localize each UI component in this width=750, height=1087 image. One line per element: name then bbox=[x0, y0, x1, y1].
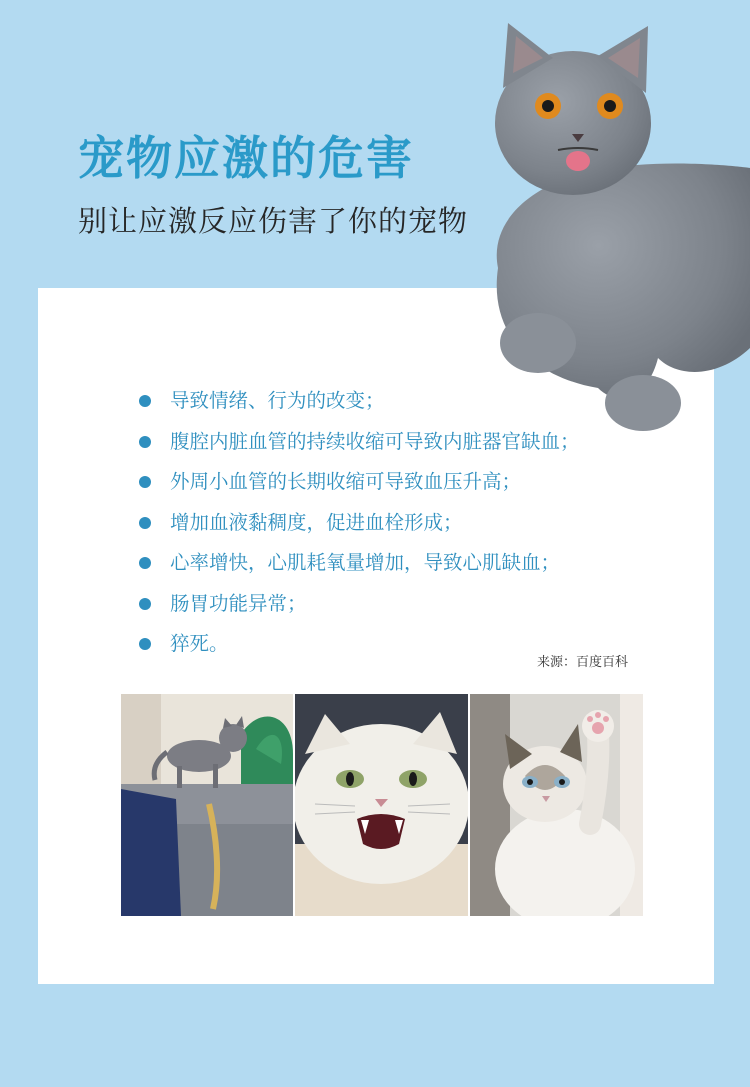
bullet-dot bbox=[139, 598, 151, 610]
list-item bbox=[138, 386, 580, 427]
bullet-dot bbox=[139, 476, 151, 488]
list-item-text: 肠胃功能异常； bbox=[170, 591, 307, 615]
list-item bbox=[138, 548, 580, 589]
bullet-dot bbox=[139, 517, 151, 529]
list-item bbox=[138, 427, 580, 468]
page-title: 宠物应激的危害 bbox=[78, 131, 414, 185]
bullet-dot bbox=[139, 395, 151, 407]
list-item bbox=[138, 629, 580, 670]
bullet-dot bbox=[139, 436, 151, 448]
list-item-text: 外周小血管的长期收缩可导致血压升高； bbox=[170, 470, 522, 493]
list-item bbox=[138, 508, 580, 549]
raised-paw-cat-photo bbox=[470, 694, 643, 916]
list-item-text: 增加血液黏稠度，促进血栓形成； bbox=[170, 510, 463, 534]
page-subtitle: 别让应激反应伤害了你的宠物 bbox=[78, 204, 469, 238]
source-label: 来源：百度百科 bbox=[537, 655, 629, 670]
list-item bbox=[138, 589, 580, 630]
list-item-text: 心率增快，心肌耗氧量增加，导致心肌缺血； bbox=[170, 551, 561, 574]
harms-list bbox=[138, 386, 580, 670]
hissing-white-cat-photo bbox=[295, 694, 468, 916]
bullet-dot bbox=[139, 557, 151, 569]
list-item-text: 腹腔内脏血管的持续收缩可导致内脏器官缺血； bbox=[170, 429, 580, 453]
list-item-text: 猝死。 bbox=[170, 632, 229, 655]
list-item bbox=[138, 467, 580, 508]
gray-cat-photo bbox=[478, 18, 750, 448]
cat-on-sofa-photo bbox=[121, 694, 293, 916]
list-item-text: 导致情绪、行为的改变； bbox=[170, 389, 385, 412]
bullet-dot bbox=[139, 638, 151, 650]
